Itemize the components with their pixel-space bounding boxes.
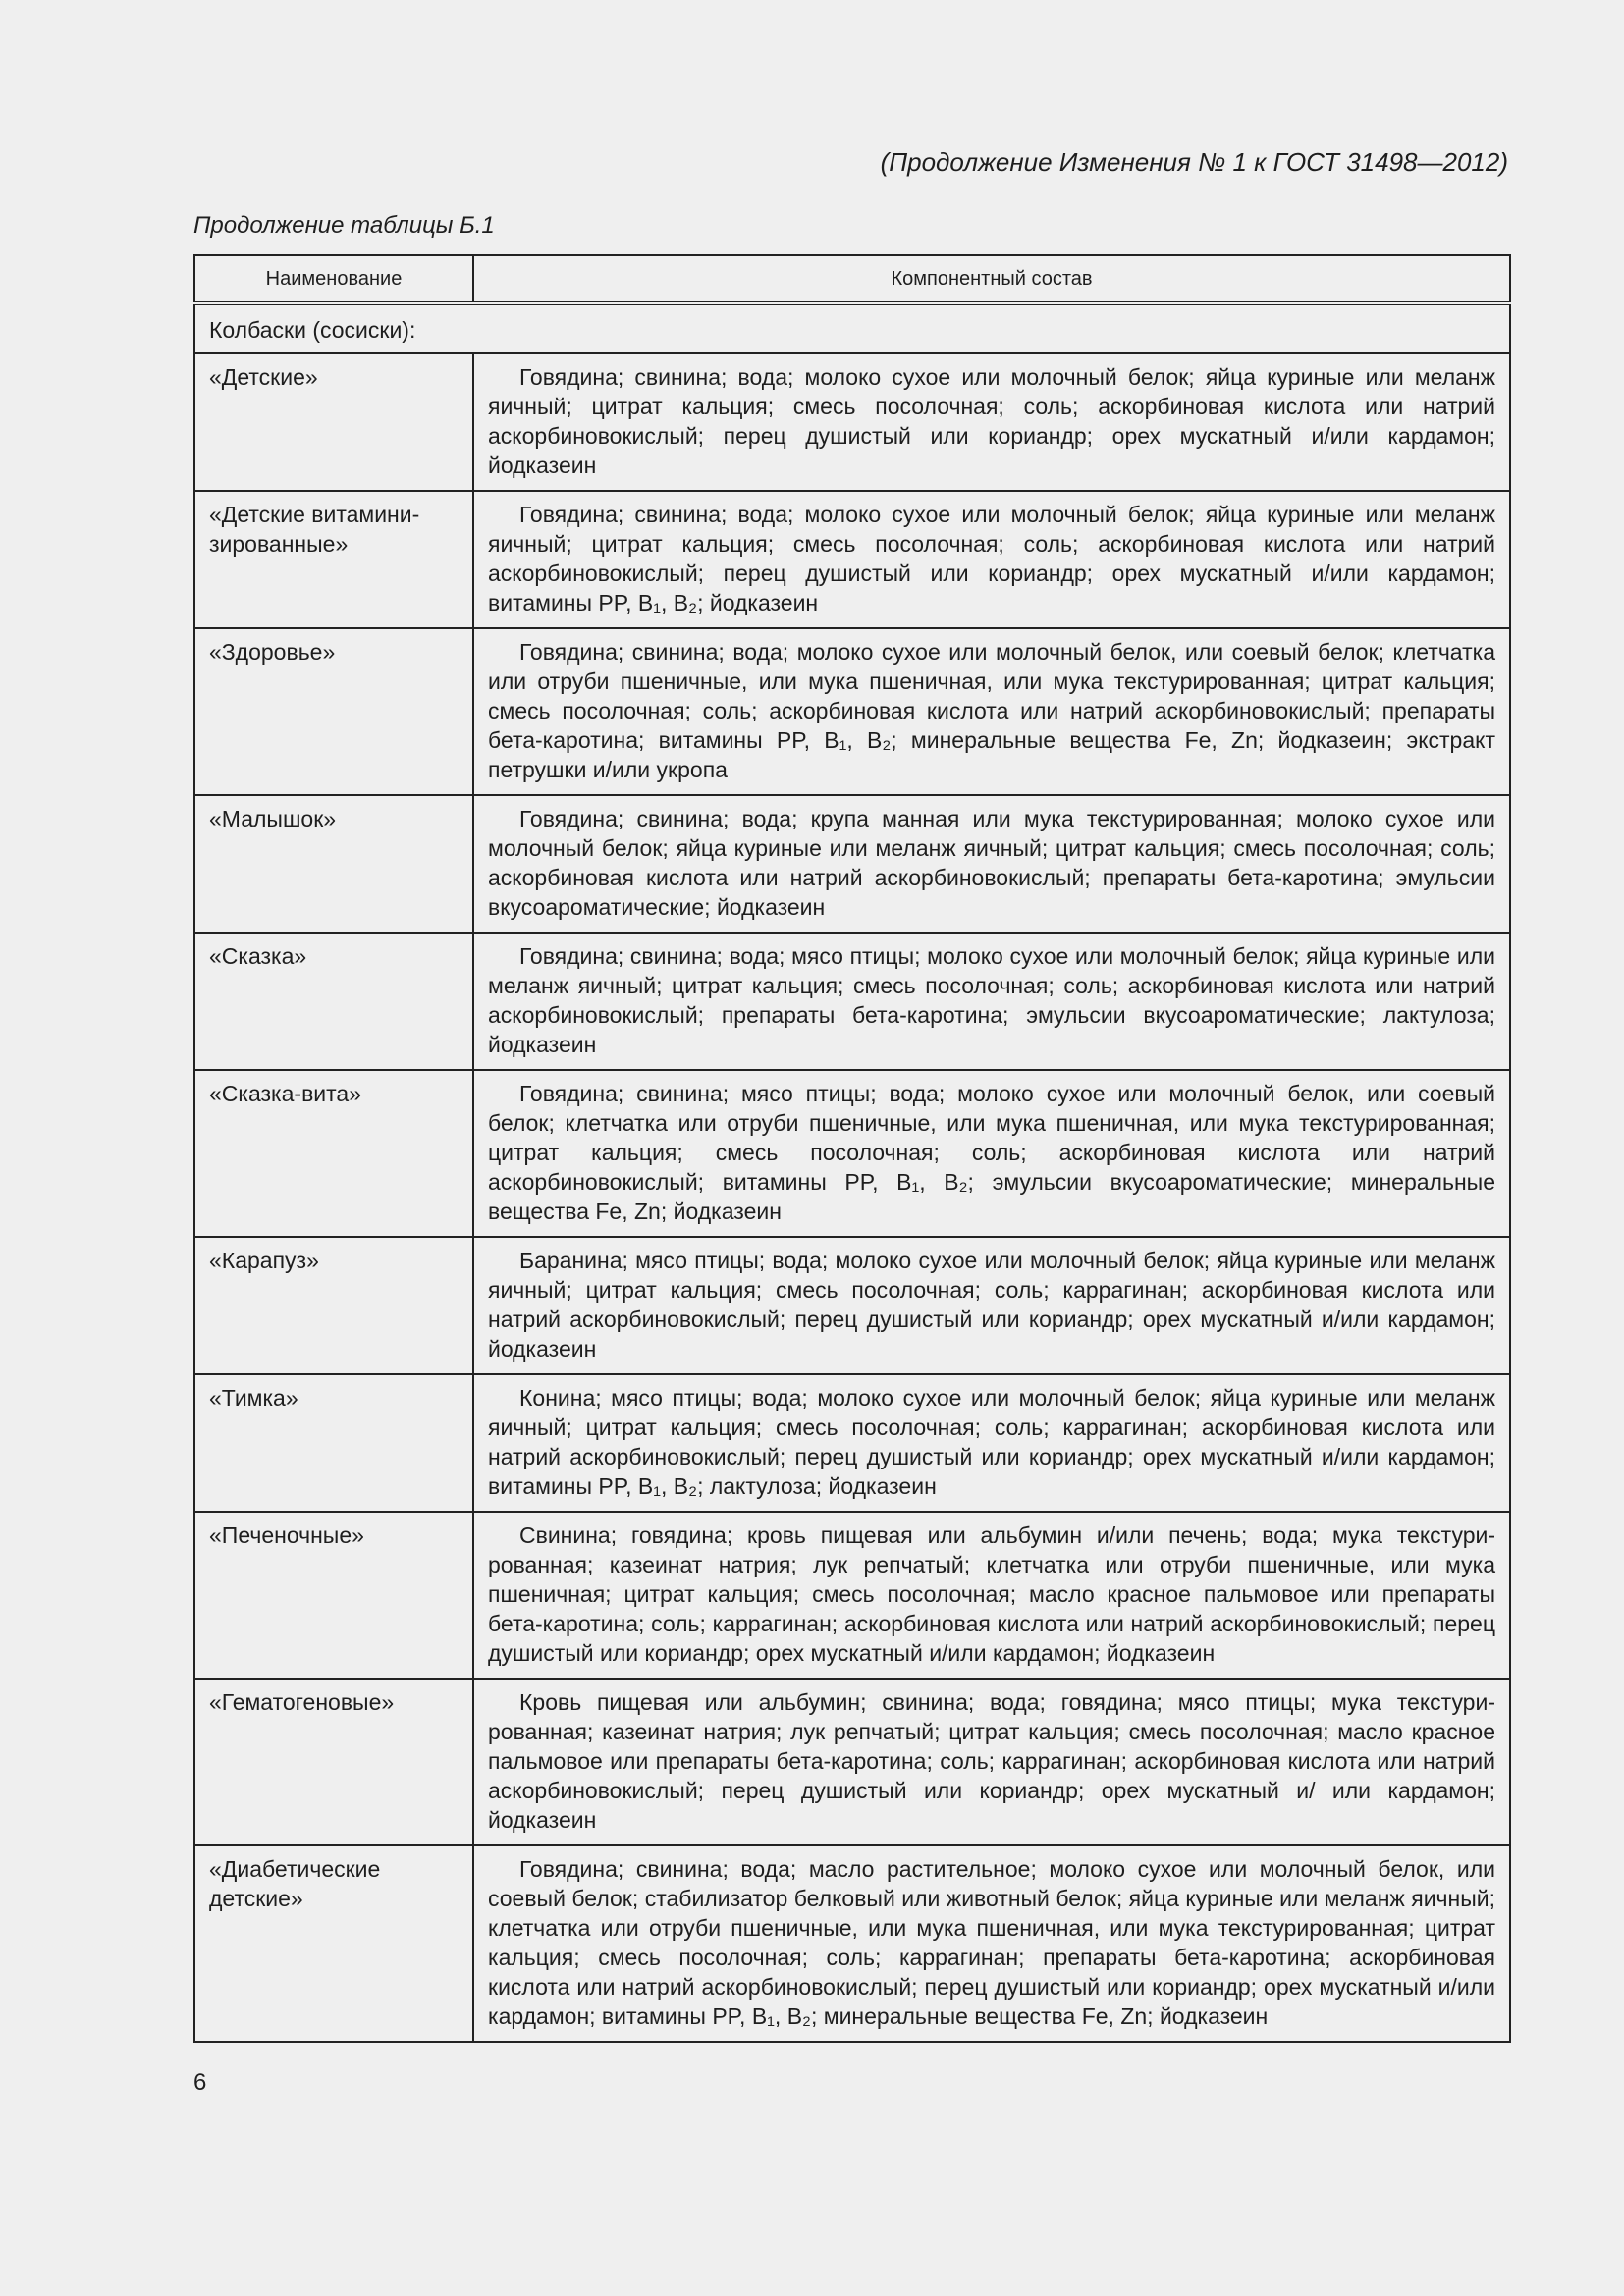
product-composition-cell: Говядина; свинина; вода; молоко сухое или молочный белок; яйца куриные или меланж яичный; цитрат кальция; смесь посолочная; соль; аскорбиновая кислота или натрий аскорбиновокислый; перец душистый или кориандр; орех мускатный и/или кардамон; витамины PP, B₁, B₂; йодказеин	[473, 491, 1510, 628]
product-name-cell: «Малышок»	[194, 795, 473, 933]
product-name-cell: «Сказка-вита»	[194, 1070, 473, 1237]
product-composition-cell: Говядина; свинина; вода; молоко сухое или молочный белок; яйца куриные или меланж яичный; цитрат кальция; смесь посолочная; соль; аскорбиновая кислота или натрий аскорбиновокислый; перец душистый или кориандр; орех мускатный и/или кардамон; йодказеин	[473, 353, 1510, 491]
page-number: 6	[193, 2069, 207, 2096]
product-composition-cell: Конина; мясо птицы; вода; молоко сухое или молочный белок; яйца куриные или меланж яичный; цитрат кальция; смесь посолочная; соль; каррагинан; аскорбиновая кислота или натрий аскорбиновокислый; перец душистый или кориандр; орех мускатный и/или кардамон; витамины PP, B₁, B₂; лактулоза; йодказеин	[473, 1374, 1510, 1512]
table-row	[194, 1512, 1510, 1679]
column-header-composition: Компонентный состав	[473, 255, 1510, 303]
table-row	[194, 1070, 1510, 1237]
table-row	[194, 628, 1510, 795]
column-header-name: Наименование	[194, 255, 473, 303]
document-continuation-header: (Продолжение Изменения № 1 к ГОСТ 31498—2012)	[880, 147, 1508, 177]
table-row	[194, 1679, 1510, 1845]
product-name-cell: «Тимка»	[194, 1374, 473, 1512]
product-composition-cell: Баранина; мясо птицы; вода; молоко сухое или молочный белок; яйца куриные или меланж яичный; цитрат кальция; смесь посолочная; соль; каррагинан; аскорбиновая кислота или натрий аскорбиновокислый; перец душистый или кориандр; орех мускатный и/или кардамон; йодказеин	[473, 1237, 1510, 1374]
product-name-cell: «Карапуз»	[194, 1237, 473, 1374]
table-row	[194, 1845, 1510, 2042]
product-name-cell: «Детские»	[194, 353, 473, 491]
product-name-cell: «Здоровье»	[194, 628, 473, 795]
table-group-row	[194, 303, 1510, 353]
group-label: Колбаски (сосиски):	[194, 303, 1510, 353]
product-name-cell: «Печеночные»	[194, 1512, 473, 1679]
product-composition-cell: Кровь пищевая или альбумин; свинина; вода; говядина; мясо птицы; мука текстурированная; казеинат натрия; лук репчатый; цитрат кальция; смесь посолочная; масло красное пальмовое или препараты бета-каротина; соль; каррагинан; аскорбиновая кислота или натрий аскорбиновокислый; перец душистый или кориандр; орех мускатный и/ или кардамон; йодказеин	[473, 1679, 1510, 1845]
product-composition-cell: Говядина; свинина; вода; крупа манная или мука текстурированная; молоко сухое или молочный белок; яйца куриные или меланж яичный; цитрат кальция; смесь посолочная; соль; аскорбиновая кислота или натрий аскорбиновокислый; препараты бета-каротина; эмульсии вкусоароматические; йодказеин	[473, 795, 1510, 933]
product-composition-cell: Говядина; свинина; вода; мясо птицы; молоко сухое или молочный белок; яйца куриные или меланж яичный; цитрат кальция; смесь посолочная; соль; аскорбиновая кислота или натрий аскорбиновокислый; препараты бета-каротина; эмульсии вкусоароматические; лактулоза; йодказеин	[473, 933, 1510, 1070]
product-composition-cell: Говядина; свинина; вода; масло растительное; молоко сухое или молочный белок, или соевый белок; стабилизатор белковый или животный белок; яйца куриные или меланж яичный; клетчатка или отруби пшеничные, или мука пшеничная, или мука текстурированная; цитрат кальция; смесь посолочная; соль; каррагинан; препараты бета-каротина; аскорбиновая кислота или натрий аскорбиновокислый; перец душистый или кориандр; орех мускатный и/или кардамон; витамины PP, B₁, B₂; минеральные вещества Fe, Zn; йодказеин	[473, 1845, 1510, 2042]
product-name-cell: «Детские витаминизированные»	[194, 491, 473, 628]
product-name-cell: «Гематогеновые»	[194, 1679, 473, 1845]
table-row	[194, 795, 1510, 933]
table-row	[194, 933, 1510, 1070]
product-name-cell: «Диабетические детские»	[194, 1845, 473, 2042]
product-name-cell: «Сказка»	[194, 933, 473, 1070]
table-row	[194, 1237, 1510, 1374]
table-body	[194, 303, 1510, 2042]
product-composition-cell: Говядина; свинина; мясо птицы; вода; молоко сухое или молочный белок, или соевый белок; клетчатка или отруби пшеничные, или мука пшеничная, или мука текстурированная; цитрат кальция; смесь посолочная; соль; аскорбиновая кислота или натрий аскорбиновокислый; витамины PP, B₁, B₂; эмульсии вкусоароматические; минеральные вещества Fe, Zn; йодказеин	[473, 1070, 1510, 1237]
composition-table	[193, 254, 1511, 2043]
table-header-row	[194, 255, 1510, 303]
product-composition-cell: Говядина; свинина; вода; молоко сухое или молочный белок, или соевый белок; клетчатка или отруби пшеничные, или мука пшеничная, или мука текстурированная; цитрат кальция; смесь посолочная; соль; аскорбиновая кислота или натрий аскорбиновокислый; препараты бета-каротина; витамины PP, B₁, B₂; минеральные вещества Fe, Zn; йодказеин; экстракт петрушки и/или укропа	[473, 628, 1510, 795]
table-row	[194, 491, 1510, 628]
table-row	[194, 1374, 1510, 1512]
table-caption: Продолжение таблицы Б.1	[193, 212, 495, 239]
table-row	[194, 353, 1510, 491]
product-composition-cell: Свинина; говядина; кровь пищевая или альбумин и/или печень; вода; мука текстурированная; казеинат натрия; лук репчатый; клетчатка или отруби пшеничные, или мука пшеничная; цитрат кальция; смесь посолочная; масло красное пальмовое или препараты бета-каротина; соль; каррагинан; аскорбиновая кислота или натрий аскорбиновокислый; перец душистый или кориандр; орех мускатный и/или кардамон; йодказеин	[473, 1512, 1510, 1679]
